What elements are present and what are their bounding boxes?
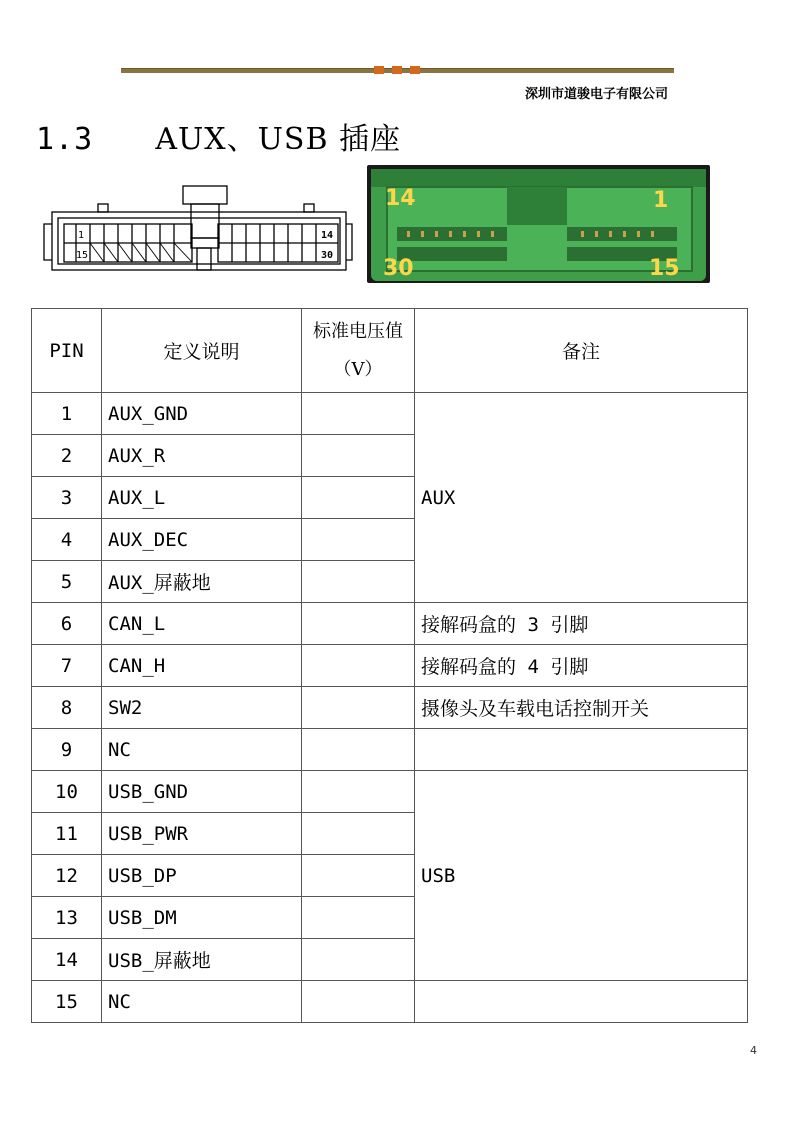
section-title: [36, 114, 401, 158]
pin-number: 12: [32, 855, 102, 897]
pin-number: 8: [32, 687, 102, 729]
pin-voltage: [302, 939, 415, 981]
pin-number: 7: [32, 645, 102, 687]
photo-label-30: 30: [383, 256, 414, 281]
pin-voltage: [302, 435, 415, 477]
table-header-row: [32, 309, 748, 393]
table-row: [32, 393, 748, 435]
pin-number: 15: [32, 981, 102, 1023]
pin-voltage: [302, 729, 415, 771]
photo-label-15: 15: [649, 256, 680, 281]
pin-number: 13: [32, 897, 102, 939]
pin-voltage: [302, 393, 415, 435]
header-definition: 定义说明: [102, 309, 302, 393]
section-title-text: AUX、USB 插座: [155, 122, 402, 157]
connector-photo: [367, 165, 710, 283]
pin-definition: AUX_DEC: [102, 519, 302, 561]
drawing-label-1: 1: [78, 230, 85, 241]
pin-definition: NC: [102, 729, 302, 771]
pin-definition: NC: [102, 981, 302, 1023]
note-aux: AUX: [415, 393, 748, 603]
pin-voltage: [302, 813, 415, 855]
pin-voltage: [302, 561, 415, 603]
drawing-label-14: 14: [321, 230, 334, 241]
photo-label-1: 1: [653, 188, 669, 213]
pin-voltage: [302, 645, 415, 687]
pin-number: 2: [32, 435, 102, 477]
pin-number: 14: [32, 939, 102, 981]
table-row: [32, 981, 748, 1023]
pin-number: 6: [32, 603, 102, 645]
pin-definition: AUX_L: [102, 477, 302, 519]
header-dot: [410, 66, 420, 74]
photo-label-14: 14: [385, 186, 416, 211]
pin-definition: AUX_R: [102, 435, 302, 477]
pin-number: 10: [32, 771, 102, 813]
pin-voltage: [302, 687, 415, 729]
pin-definition: USB_DM: [102, 897, 302, 939]
pin-voltage: [302, 981, 415, 1023]
table-row: [32, 645, 748, 687]
pin-definition: USB_GND: [102, 771, 302, 813]
pin-definition: CAN_L: [102, 603, 302, 645]
pin-number: 1: [32, 393, 102, 435]
pin-number: 4: [32, 519, 102, 561]
header-notes: 备注: [415, 309, 748, 393]
pin-definition: CAN_H: [102, 645, 302, 687]
note-pin9: [415, 729, 748, 771]
note-pin7: 接解码盒的 4 引脚: [415, 645, 748, 687]
table-row: [32, 687, 748, 729]
section-number: 1.3: [36, 122, 94, 157]
pin-definition: USB_PWR: [102, 813, 302, 855]
pin-voltage: [302, 897, 415, 939]
pin-definition: AUX_GND: [102, 393, 302, 435]
pin-voltage: [302, 603, 415, 645]
pin-definition: AUX_屏蔽地: [102, 561, 302, 603]
pin-number: 11: [32, 813, 102, 855]
pin-definition: USB_DP: [102, 855, 302, 897]
pin-number: 3: [32, 477, 102, 519]
drawing-label-15: 15: [76, 250, 89, 261]
pin-voltage: [302, 771, 415, 813]
header-dot: [374, 66, 384, 74]
company-name: 深圳市道骏电子有限公司: [524, 87, 668, 102]
page-number: 4: [750, 1044, 757, 1057]
pin-number: 9: [32, 729, 102, 771]
pin-definition: USB_屏蔽地: [102, 939, 302, 981]
pin-voltage: [302, 855, 415, 897]
pin-voltage: [302, 477, 415, 519]
header-voltage: 标准电压值（V）: [302, 309, 415, 393]
connector-drawing: [42, 184, 354, 280]
note-usb: USB: [415, 771, 748, 981]
table-row: [32, 771, 748, 813]
note-pin15: [415, 981, 748, 1023]
drawing-label-30: 30: [321, 250, 334, 261]
pin-number: 5: [32, 561, 102, 603]
note-pin6: 接解码盒的 3 引脚: [415, 603, 748, 645]
pin-voltage: [302, 519, 415, 561]
table-row: [32, 603, 748, 645]
header-dot: [392, 66, 402, 74]
note-pin8: 摄像头及车载电话控制开关: [415, 687, 748, 729]
pin-definition: SW2: [102, 687, 302, 729]
table-row: [32, 729, 748, 771]
pin-table: [31, 308, 748, 1023]
header-pin: PIN: [32, 309, 102, 393]
